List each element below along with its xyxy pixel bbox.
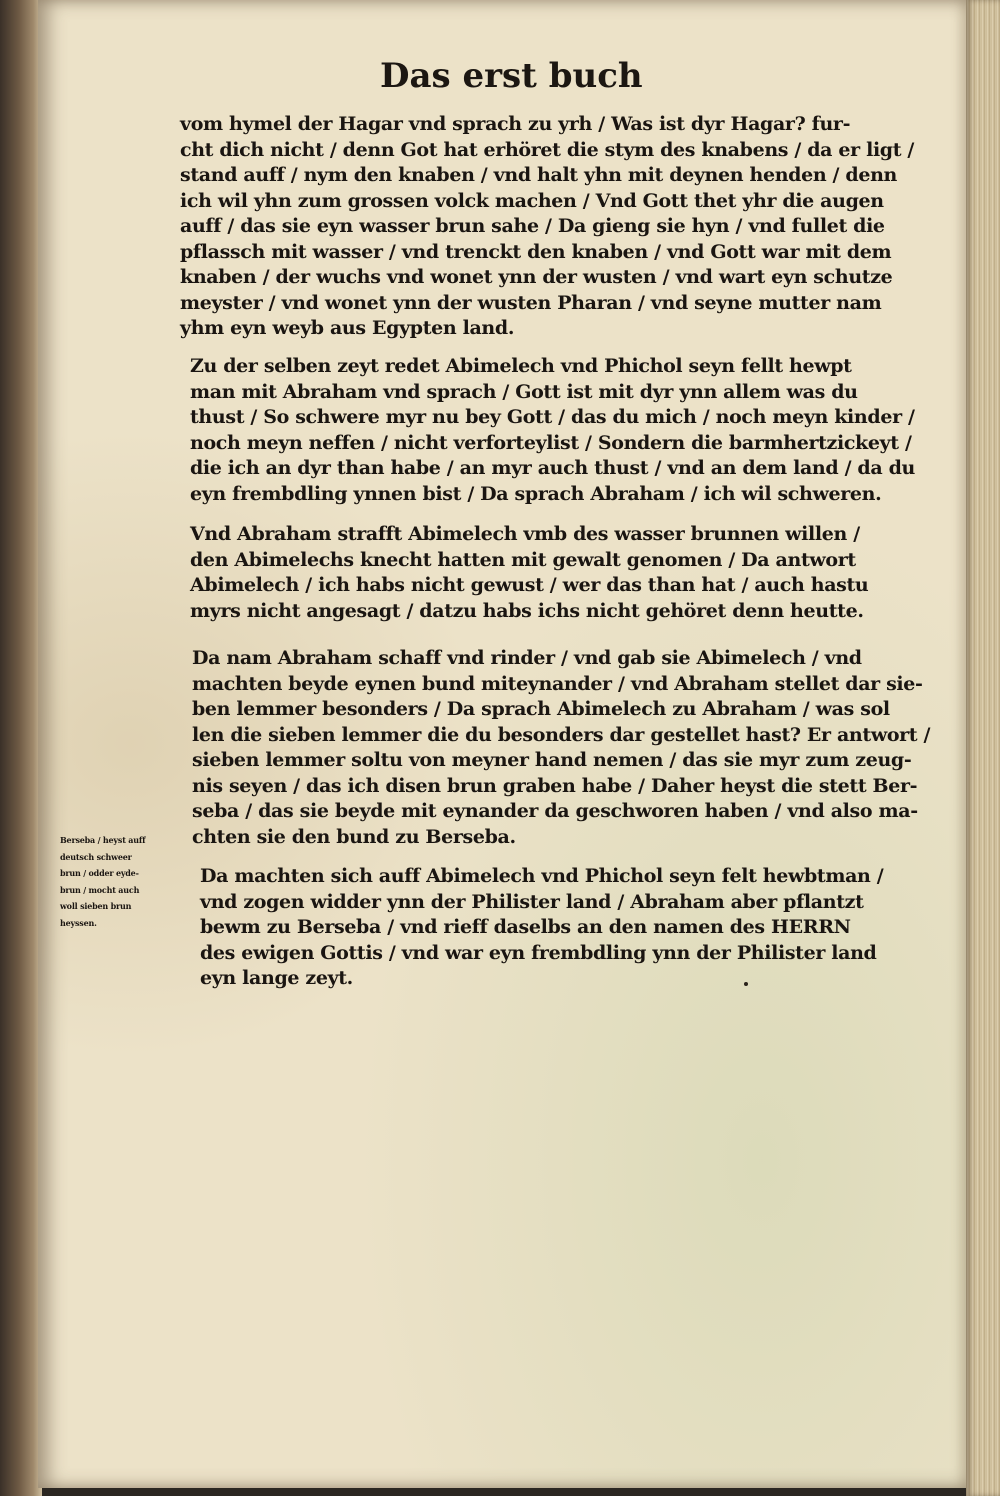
text-line: knaben / der wuchs vnd wonet ynn der wusten / vnd wart eyn schutze [180, 266, 893, 288]
text-line: eyn lange zeyt. [200, 967, 353, 989]
ink-speck [744, 982, 748, 986]
marginal-note-line: deutsch schweer [60, 851, 132, 862]
running-header-text: Das erst buch [380, 56, 643, 96]
book-spine [0, 0, 42, 1496]
text-line: meyster / vnd wonet ynn der wusten Pharan / vnd seyne mutter nam [180, 291, 882, 314]
text-line: nis seyen / das ich disen brun graben habe / Daher heyst die stett Ber- [192, 774, 918, 797]
paragraph-4 [192, 646, 930, 850]
text-line: seba / das sie beyde mit eynander da geschworen haben / vnd also ma- [192, 800, 918, 822]
text-line: vnd zogen widder ynn der Philister land / Abraham aber pflantzt [200, 890, 864, 913]
text-line: eyn frembdling ynnen bist / Da sprach Abraham / ich wil schweren. [190, 482, 882, 505]
text-line: vom hymel der Hagar vnd sprach zu yrh / Was ist dyr Hagar? fur- [180, 113, 851, 135]
paragraph-3 [190, 522, 868, 624]
text-line: noch meyn neffen / nicht verforteylist / Sondern die barmhertzickeyt / [190, 431, 912, 454]
text-line: pflassch mit wasser / vnd trenckt den knaben / vnd Gott war mit dem [180, 240, 892, 263]
marginal-note-line: brun / odder eyde- [60, 868, 139, 878]
text-line: ich wil yhn zum grossen volck machen / Vnd Gott thet yhr die augen [180, 189, 884, 212]
paragraph-1 [180, 112, 914, 342]
marginal-note-line: heyssen. [60, 917, 97, 928]
text-line: len die sieben lemmer die du besonders dar gestellet hast? Er antwort / [192, 723, 931, 746]
text-line: thust / So schwere myr nu bey Gott / das du mich / noch meyn kinder / [190, 406, 915, 428]
paragraph-5 [200, 864, 883, 992]
text-line: cht dich nicht / denn Got hat erhöret die stym des knabens / da er ligt / [180, 138, 915, 161]
text-line: myrs nicht angesagt / datzu habs ichs nicht gehöret denn heutte. [190, 599, 864, 622]
text-line: Vnd Abraham strafft Abimelech vmb des wasser brunnen willen / [190, 523, 860, 545]
text-line: chten sie den bund zu Berseba. [192, 825, 516, 848]
text-line: den Abimelechs knecht hatten mit gewalt genomen / Da antwort [190, 548, 856, 571]
page-edges [966, 0, 1000, 1496]
marginal-note [60, 832, 210, 931]
text-line: auff / das sie eyn wasser brun sahe / Da gieng sie hyn / vnd fullet die [180, 215, 885, 237]
paragraph-2 [190, 354, 915, 507]
text-line: die ich an dyr than habe / an myr auch thust / vnd an dem land / da du [190, 457, 915, 479]
marginal-note-line: Berseba / heyst auff [60, 835, 146, 845]
text-line: bewm zu Berseba / vnd rieff daselbs an den namen des HERRN [200, 916, 851, 938]
marginal-note-line: brun / mocht auch [60, 884, 140, 895]
text-line: Da machten sich auff Abimelech vnd Phichol seyn felt hewbtman / [200, 865, 884, 887]
text-line: ben lemmer besonders / Da sprach Abimelech zu Abraham / was sol [192, 698, 890, 720]
text-line: stand auff / nym den knaben / vnd halt yhn mit deynen henden / denn [180, 164, 898, 186]
text-line: Abimelech / ich habs nicht gewust / wer das than hat / auch hastu [190, 574, 869, 596]
running-header [380, 56, 680, 106]
text-line: man mit Abraham vnd sprach / Gott ist mit dyr ynn allem was du [190, 380, 858, 403]
text-line: yhm eyn weyb aus Egypten land. [180, 317, 515, 339]
text-line: Da nam Abraham schaff vnd rinder / vnd gab sie Abimelech / vnd [192, 647, 862, 669]
text-line: Zu der selben zeyt redet Abimelech vnd Phichol seyn fellt hewpt [190, 355, 852, 377]
text-line: des ewigen Gottis / vnd war eyn frembdling ynn der Philister land [200, 941, 877, 964]
marginal-note-line: woll sieben brun [60, 901, 132, 911]
text-line: machten beyde eynen bund miteynander / vnd Abraham stellet dar sie- [192, 672, 923, 695]
text-line: sieben lemmer soltu von meyner hand nemen / das sie myr zum zeug- [192, 749, 912, 771]
